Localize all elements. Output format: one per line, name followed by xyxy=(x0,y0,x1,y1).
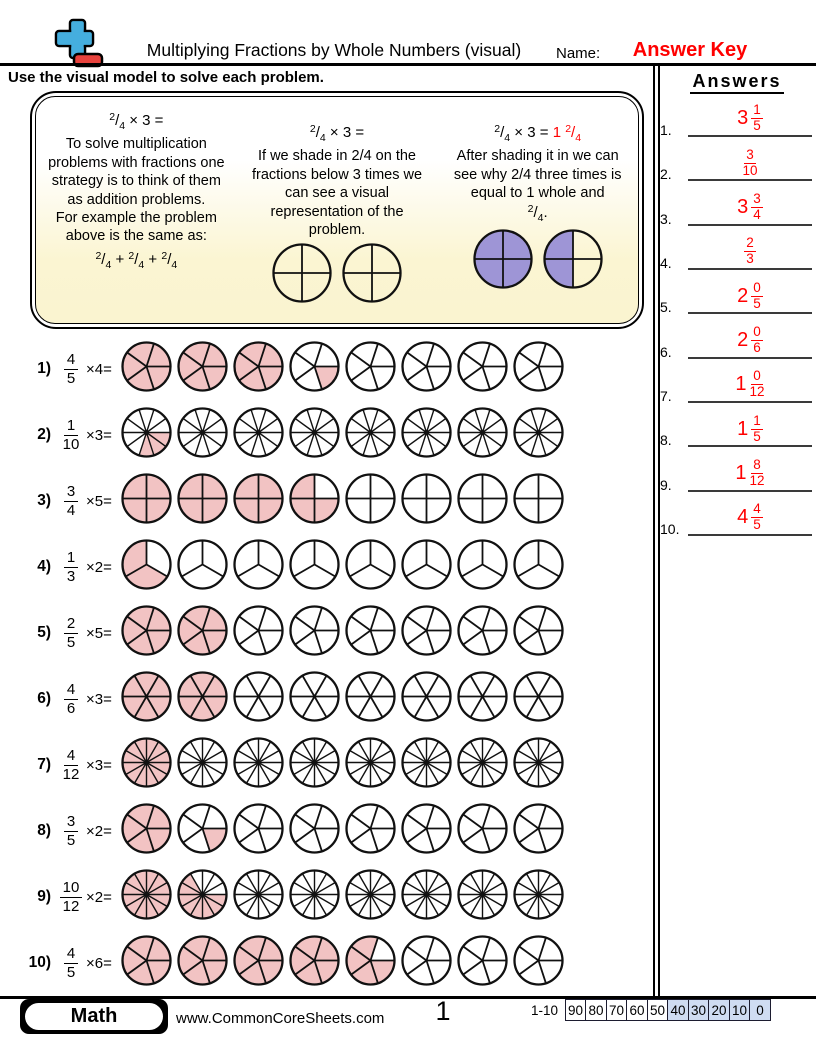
pie-circle xyxy=(512,736,565,794)
grading-scale xyxy=(531,999,771,1021)
example-equation: $^2/_4 \times 3$ = xyxy=(109,111,164,132)
inline-fraction: $^2/_4$ xyxy=(95,249,112,271)
problems-list xyxy=(0,336,650,996)
problem-fraction: $\frac{4}{5}$ xyxy=(56,945,86,981)
grading-range-label: 1-10 xyxy=(531,1002,559,1018)
problem-row xyxy=(0,930,650,996)
pie-circle xyxy=(288,934,341,992)
pie-circle xyxy=(542,228,604,295)
pie-circle xyxy=(344,406,397,464)
pie-circle xyxy=(512,538,565,596)
example-box-inner xyxy=(35,96,639,324)
answer-key-label: Answer Key xyxy=(632,39,748,61)
fraction-circles xyxy=(120,472,565,530)
example-box xyxy=(30,91,644,329)
grade-cell: 10 xyxy=(729,999,751,1021)
grading-cells xyxy=(566,999,771,1021)
answer-blank xyxy=(688,317,812,359)
pie-circle xyxy=(232,538,285,596)
answer-blank xyxy=(688,405,812,447)
answer-fraction: 0 6 xyxy=(753,324,761,355)
pie-circle xyxy=(120,670,173,728)
problem-row xyxy=(0,534,650,600)
pie-circle xyxy=(456,868,509,926)
answer-number: 2. xyxy=(660,166,672,183)
pie-circle xyxy=(456,736,509,794)
pie-circle xyxy=(400,934,453,992)
pie-circle xyxy=(176,340,229,398)
instruction-text: Use the visual model to solve each problem. xyxy=(8,69,324,86)
grade-cell: 90 xyxy=(565,999,587,1021)
example-paragraph: For example the problem above is the same as: xyxy=(55,209,217,245)
problem-row xyxy=(0,402,650,468)
subject-badge xyxy=(20,999,168,1034)
pie-circle xyxy=(344,868,397,926)
pie-circle xyxy=(120,604,173,662)
pie-circle xyxy=(344,934,397,992)
fraction-circles xyxy=(120,802,565,860)
pie-circle xyxy=(120,736,173,794)
example-equation: $^2/_4 \times 3$ = xyxy=(309,123,365,144)
pie-circle xyxy=(512,802,565,860)
pie-circle xyxy=(288,802,341,860)
problem-row xyxy=(0,732,650,798)
problem-multiplier: ×5= xyxy=(86,492,112,510)
pie-circle xyxy=(400,340,453,398)
inline-fraction: $^2/_4$ xyxy=(527,202,544,224)
grade-cell: 80 xyxy=(585,999,607,1021)
name-label: Name: xyxy=(556,45,601,62)
answer-value xyxy=(735,369,764,401)
pie-circle xyxy=(176,670,229,728)
pie-circle xyxy=(512,340,565,398)
pie-circle xyxy=(400,736,453,794)
answer-fraction: 1 5 xyxy=(753,102,761,134)
problem-multiplier: ×3= xyxy=(86,756,112,774)
pie-circle xyxy=(232,340,285,398)
grade-cell: 50 xyxy=(647,999,669,1021)
problem-number: 10) xyxy=(28,954,51,971)
problem-multiplier: ×3= xyxy=(86,690,112,708)
answer-number: 10. xyxy=(660,521,680,538)
subject-label: Math xyxy=(25,1003,163,1030)
fraction-circles xyxy=(120,538,565,596)
pie-circle xyxy=(341,242,403,309)
problem-number: 4) xyxy=(37,558,51,575)
grade-cell: 30 xyxy=(688,999,710,1021)
answer-number: 1. xyxy=(660,122,672,138)
problem-number: 8) xyxy=(37,822,51,839)
pie-circle xyxy=(400,472,453,530)
grade-cell: 40 xyxy=(667,999,689,1021)
pie-circle xyxy=(344,604,397,662)
pie-circle xyxy=(512,934,565,992)
pie-circle xyxy=(456,472,509,530)
pie-circle xyxy=(120,472,173,530)
answer-value xyxy=(737,414,763,446)
grade-cell: 70 xyxy=(606,999,628,1021)
problem-multiplier: ×2= xyxy=(86,558,112,576)
pie-circle xyxy=(288,340,341,398)
fraction-circles xyxy=(120,340,565,398)
pie-circle xyxy=(232,934,285,992)
answer-whole: 2 xyxy=(737,328,749,351)
fraction-circles xyxy=(120,736,565,794)
pie-circle xyxy=(400,538,453,596)
inline-fraction: $^2/_4$ xyxy=(494,123,511,144)
answer-whole: 3 xyxy=(737,195,749,218)
page-number: 1 xyxy=(435,996,451,1026)
answer-value xyxy=(737,192,763,224)
example-circles xyxy=(446,228,629,295)
problem-fraction: $\frac{4}{6}$ xyxy=(56,681,86,717)
answer-value xyxy=(737,502,763,534)
pie-circle xyxy=(120,868,173,926)
problem-row xyxy=(0,600,650,666)
problem-row xyxy=(0,336,650,402)
pie-circle xyxy=(176,604,229,662)
pie-circle xyxy=(472,228,534,295)
answer-fraction: 0 12 xyxy=(749,368,765,400)
answer-fraction: 3 10 xyxy=(742,146,758,178)
answer-number: 8. xyxy=(660,432,672,449)
problem-number: 7) xyxy=(37,756,51,773)
problem-fraction: $\frac{2}{5}$ xyxy=(56,615,86,651)
problem-multiplier: ×2= xyxy=(86,888,112,906)
inline-fraction: $^2/_4$ xyxy=(565,123,582,144)
answer-fraction: 4 5 xyxy=(753,501,761,533)
answer-value xyxy=(737,281,763,313)
pie-circle xyxy=(288,406,341,464)
pie-circle xyxy=(512,406,565,464)
website-url: www.CommonCoreSheets.com xyxy=(176,1010,385,1027)
pie-circle xyxy=(512,868,565,926)
problem-number: 9) xyxy=(37,888,51,905)
pie-circle xyxy=(288,868,341,926)
pie-circle xyxy=(344,340,397,398)
grade-cell: 0 xyxy=(749,999,771,1021)
answer-blank xyxy=(688,361,812,403)
pie-circle xyxy=(120,802,173,860)
answer-whole: 2 xyxy=(737,284,749,307)
pie-circle xyxy=(232,604,285,662)
example-column-strategy xyxy=(36,97,237,323)
pie-circle xyxy=(176,538,229,596)
problem-number: 2) xyxy=(37,426,51,443)
inline-fraction: $^2/_4$ xyxy=(109,111,126,132)
fraction-circles xyxy=(120,868,565,926)
problem-number: 5) xyxy=(37,624,51,641)
answer-number: 4. xyxy=(660,255,672,272)
page-title: Multiplying Fractions by Whole Numbers (visual) xyxy=(146,40,522,60)
fraction-circles xyxy=(120,604,565,662)
pie-circle xyxy=(232,736,285,794)
pie-circle xyxy=(120,406,173,464)
header-divider xyxy=(0,63,816,66)
answer-blank xyxy=(688,450,812,492)
answer-number: 6. xyxy=(660,343,672,360)
example-equation: $^2/_4 \times 3 = 1$ $^2/_4$ xyxy=(494,123,582,144)
answer-blank xyxy=(688,139,812,181)
pie-circle xyxy=(120,934,173,992)
pie-circle xyxy=(232,868,285,926)
pie-circle xyxy=(288,538,341,596)
pie-circle xyxy=(176,934,229,992)
pie-circle xyxy=(400,868,453,926)
example-column-shading xyxy=(237,97,438,323)
problem-multiplier: ×3= xyxy=(86,426,112,444)
answer-whole: 3 xyxy=(737,107,749,130)
pie-circle xyxy=(232,670,285,728)
pie-circle xyxy=(344,472,397,530)
answers-header xyxy=(662,71,812,92)
pie-circle xyxy=(176,472,229,530)
problem-fraction: $\frac{1}{3}$ xyxy=(56,549,86,585)
pie-circle xyxy=(400,406,453,464)
pie-circle xyxy=(456,802,509,860)
pie-circle xyxy=(456,340,509,398)
grade-cell: 60 xyxy=(626,999,648,1021)
pie-circle xyxy=(176,802,229,860)
pie-circle xyxy=(232,406,285,464)
problem-fraction: $\frac{4}{5}$ xyxy=(56,351,86,387)
pie-circle xyxy=(456,670,509,728)
pie-circle xyxy=(512,472,565,530)
answer-blank xyxy=(688,494,812,536)
fraction-circles xyxy=(120,934,565,992)
inline-fraction: $^2/_4$ xyxy=(128,249,145,271)
problem-multiplier: ×4= xyxy=(86,360,112,378)
answer-blank xyxy=(688,184,812,226)
fraction-circles xyxy=(120,670,565,728)
answer-value xyxy=(737,103,763,135)
pie-circle xyxy=(344,802,397,860)
problem-multiplier: ×5= xyxy=(86,624,112,642)
problem-row xyxy=(0,798,650,864)
answer-fraction: 3 4 xyxy=(753,191,761,222)
pie-circle xyxy=(288,736,341,794)
pie-circle xyxy=(456,934,509,992)
answer-whole: 1 xyxy=(735,461,747,484)
inline-fraction: $^2/_4$ xyxy=(161,249,178,271)
problem-number: 1) xyxy=(37,360,51,377)
pie-circle xyxy=(232,472,285,530)
problem-number: 3) xyxy=(37,492,51,509)
answer-number: 3. xyxy=(660,210,672,227)
problem-multiplier: ×6= xyxy=(86,954,112,972)
problem-number: 6) xyxy=(37,690,51,707)
example-result: 1 $^2/_4$ xyxy=(552,123,582,144)
problem-fraction: $\frac{3}{5}$ xyxy=(56,813,86,849)
example-paragraph: To solve multiplication problems with fractions one strategy is to think of them as addition problems. xyxy=(48,136,225,208)
answer-whole: 4 xyxy=(737,506,749,529)
pie-circle xyxy=(456,406,509,464)
pie-circle xyxy=(271,242,333,309)
answers-header-text: Answers xyxy=(690,71,783,94)
answer-fraction: 0 5 xyxy=(753,279,761,311)
pie-circle xyxy=(232,802,285,860)
problem-fraction: $\frac{4}{12}$ xyxy=(62,747,80,783)
answer-whole: 1 xyxy=(737,417,749,440)
answer-whole: 1 xyxy=(735,373,747,396)
problem-fraction: $\frac{10}{12}$ xyxy=(56,879,86,915)
pie-circle xyxy=(456,538,509,596)
pie-circle xyxy=(344,670,397,728)
answer-number: 7. xyxy=(660,388,672,405)
pie-circle xyxy=(176,736,229,794)
example-paragraph: If we shade in 2/4 on the fractions below 3 times we can see a visual representation of the problem. xyxy=(251,148,423,238)
answer-fraction: 2 3 xyxy=(746,235,754,267)
example-addition: $^2/_4 + ^2/_4 + ^2/_4$ xyxy=(95,249,178,271)
problem-multiplier: ×2= xyxy=(86,822,112,840)
answer-blank xyxy=(688,95,812,137)
pie-circle xyxy=(288,472,341,530)
pie-circle xyxy=(120,538,173,596)
answer-fraction: 1 5 xyxy=(753,412,761,444)
pie-circle xyxy=(400,604,453,662)
pie-circle xyxy=(512,670,565,728)
problem-row xyxy=(0,468,650,534)
answer-blank xyxy=(688,272,812,314)
pie-circle xyxy=(176,868,229,926)
problem-row xyxy=(0,864,650,930)
grade-cell: 20 xyxy=(708,999,730,1021)
problem-row xyxy=(0,666,650,732)
problem-fraction: $\frac{1}{10}$ xyxy=(62,417,80,453)
pie-circle xyxy=(456,604,509,662)
pie-circle xyxy=(120,340,173,398)
example-trailing-fraction: $^2/_4$. xyxy=(527,202,548,224)
example-column-result xyxy=(437,97,638,323)
pie-circle xyxy=(400,670,453,728)
answer-fraction: 8 12 xyxy=(749,457,765,488)
pie-circle xyxy=(344,538,397,596)
problem-fraction: $\frac{3}{4}$ xyxy=(56,483,86,519)
pie-circle xyxy=(288,604,341,662)
pie-circle xyxy=(512,604,565,662)
inline-fraction: $^2/_4$ xyxy=(309,123,326,144)
answer-number: 5. xyxy=(660,299,672,316)
answer-number: 9. xyxy=(660,476,672,493)
pie-circle xyxy=(176,406,229,464)
example-circles xyxy=(246,242,429,309)
answers-divider-outer xyxy=(653,66,655,996)
pie-circle xyxy=(288,670,341,728)
answer-value xyxy=(737,325,763,357)
answer-value xyxy=(744,236,756,268)
pie-circle xyxy=(400,802,453,860)
answer-blank xyxy=(688,228,812,270)
answer-value xyxy=(735,458,764,490)
answer-value xyxy=(742,148,757,180)
fraction-circles xyxy=(120,406,565,464)
example-paragraph: After shading it in we can see why 2/4 three times is equal to 1 whole and xyxy=(453,148,622,202)
pie-circle xyxy=(344,736,397,794)
